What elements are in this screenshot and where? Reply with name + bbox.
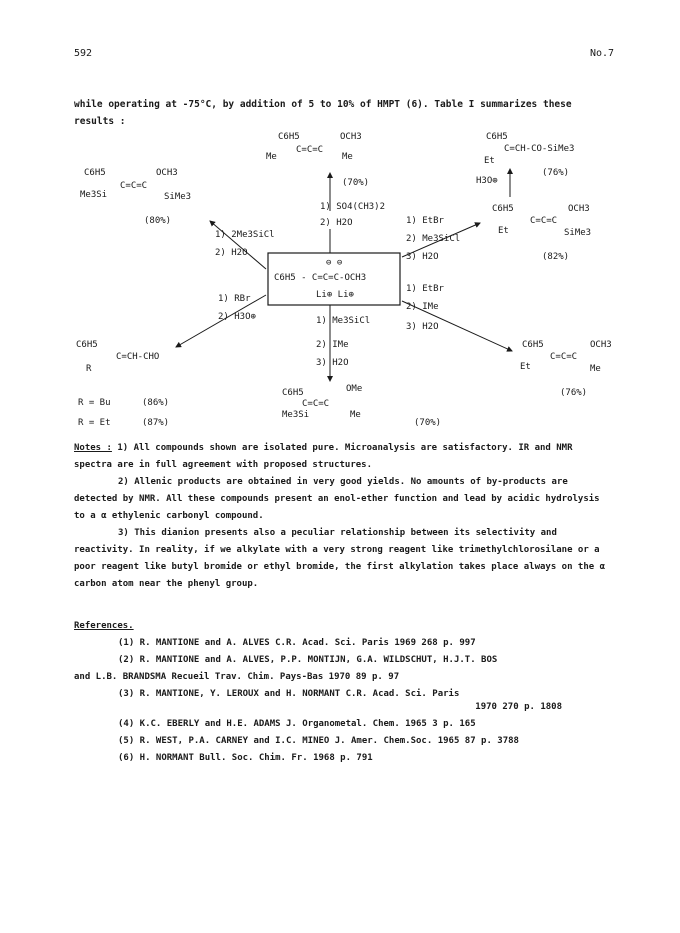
left-bottom-yield-2-value: (87%) [142, 418, 170, 428]
page-number: 592 [74, 48, 93, 59]
bottom-product-r4: Me [350, 410, 361, 420]
right-mid-r2: Et [498, 226, 509, 236]
left-bottom-yield-1-label: R = Bu [78, 398, 111, 408]
top-reagent-2: 2) H2O [320, 218, 353, 228]
bottom-product-r2: Me3Si [282, 410, 310, 420]
right-bottom-yield: (76%) [560, 388, 588, 398]
right-mid-yield: (82%) [542, 252, 570, 262]
right-top-r2: Et [484, 156, 495, 166]
right-bottom-reagent-2: 2) IMe [406, 302, 439, 312]
right-top-reagent: H3O⊕ [476, 176, 498, 186]
left-bottom-reagent-1: 1) RBr [218, 294, 251, 304]
left-bottom-reagent-2: 2) H3O⊕ [218, 312, 256, 322]
left-top-core: C=C=C [120, 181, 148, 191]
left-top-r2: Me3Si [80, 190, 108, 200]
bottom-reagent-3: 3) H2O [316, 358, 349, 368]
right-mid-reagent-3: 3) H2O [406, 252, 439, 262]
dianion-counter-ions: Li⊕ Li⊕ [316, 290, 354, 300]
reference-2b: and L.B. BRANDSMA Recueil Trav. Chim. Pays-Bas 1970 89 p. 97 [74, 672, 400, 682]
left-top-r3: OCH3 [156, 168, 178, 178]
intro-paragraph: while operating at -75°C, by addition of 5 to 10% of HMPT (6). Table I summarizes these results : [74, 99, 572, 127]
top-product-r3: OCH3 [340, 132, 362, 142]
dianion-charges: ⊖ ⊖ [326, 258, 343, 268]
left-bottom-yield-1-value: (86%) [142, 398, 170, 408]
left-top-yield: (80%) [144, 216, 172, 226]
left-bottom-r1: C6H5 [76, 340, 98, 350]
right-mid-reagent-1: 1) EtBr [406, 216, 444, 226]
top-reagent-1: 1) SO4(CH3)2 [320, 202, 386, 212]
reference-3a: (3) R. MANTIONE, Y. LEROUX and H. NORMANT C.R. Acad. Sci. Paris [118, 689, 460, 699]
bottom-product-yield: (70%) [414, 418, 442, 428]
bottom-reagent-2: 2) IMe [316, 340, 349, 350]
right-top-yield: (76%) [542, 168, 570, 178]
bottom-product-r1: C6H5 [282, 388, 304, 398]
top-product-r2: Me [266, 152, 277, 162]
right-bottom-r2: Et [520, 362, 531, 372]
right-bottom-r4: Me [590, 364, 601, 374]
right-mid-r3: OCH3 [568, 204, 590, 214]
top-product-r1: C6H5 [278, 132, 300, 142]
right-bottom-reagent-3: 3) H2O [406, 322, 439, 332]
top-product-r4: Me [342, 152, 353, 162]
notes-label: Notes : [74, 443, 112, 453]
right-mid-r4: SiMe3 [564, 228, 592, 238]
bottom-product-r3: OMe [346, 384, 363, 394]
left-bottom-tail: C=CH-CHO [116, 352, 160, 362]
right-mid-r1: C6H5 [492, 204, 514, 214]
reaction-scheme [60, 125, 620, 430]
dianion-formula: C6H5 - C=C=C-OCH3 [274, 273, 367, 283]
top-product-yield: (70%) [342, 178, 370, 188]
reference-4: (4) K.C. EBERLY and H.E. ADAMS J. Organometal. Chem. 1965 3 p. 165 [118, 719, 476, 729]
references-section [74, 618, 614, 767]
reference-6: (6) H. NORMANT Bull. Soc. Chim. Fr. 1968 p. 791 [118, 753, 373, 763]
left-top-reagent-1: 1) 2Me3SiCl [215, 230, 275, 240]
note-3: 3) This dianion presents also a peculiar relationship between its selectivity and reactivity. In reality, if we alkylate with a very strong reagent like trimethylchlorosilane or a poor reagent like butyl bromide or ethyl bromide, the first alkylation takes place always on the α carbon atom near the phenyl group. [74, 528, 606, 589]
notes-section [74, 440, 614, 593]
right-top-tail: C=CH-CO-SiMe3 [504, 144, 575, 154]
left-bottom-r2: R [86, 364, 92, 374]
note-2: 2) Allenic products are obtained in very good yields. No amounts of by-products are detected by NMR. All these compounds present an enol-ether function and lead by acidic hydrolysis to a α ethylenic carbonyl compound. [74, 477, 600, 521]
issue-number: No.7 [590, 48, 615, 59]
reference-3b: 1970 270 p. 1808 [475, 702, 562, 712]
left-top-r1: C6H5 [84, 168, 106, 178]
right-mid-core: C=C=C [530, 216, 558, 226]
reference-1: (1) R. MANTIONE and A. ALVES C.R. Acad. Sci. Paris 1969 268 p. 997 [118, 638, 476, 648]
left-top-r4: SiMe3 [164, 192, 192, 202]
note-1 [74, 440, 614, 474]
reference-2a: (2) R. MANTIONE and A. ALVES, P.P. MONTIJN, G.A. WILDSCHUT, H.J.T. BOS [118, 655, 498, 665]
right-bottom-reagent-1: 1) EtBr [406, 284, 444, 294]
left-top-reagent-2: 2) H2O [215, 248, 248, 258]
top-product-core: C=C=C [296, 145, 324, 155]
right-mid-reagent-2: 2) Me3SiCl [406, 234, 461, 244]
right-bottom-core: C=C=C [550, 352, 578, 362]
reference-5: (5) R. WEST, P.A. CARNEY and I.C. MINEO J. Amer. Chem.Soc. 1965 87 p. 3788 [118, 736, 519, 746]
right-top-r1: C6H5 [486, 132, 508, 142]
references-heading: References. [74, 621, 134, 631]
left-bottom-yield-2-label: R = Et [78, 418, 111, 428]
bottom-product-core: C=C=C [302, 399, 330, 409]
right-bottom-r1: C6H5 [522, 340, 544, 350]
note-1-text: 1) All compounds shown are isolated pure. Microanalysis are satisfactory. IR and NMR spectra are in full agreement with proposed structures. [74, 443, 573, 470]
right-bottom-r3: OCH3 [590, 340, 612, 350]
bottom-reagent-1: 1) Me3SiCl [316, 316, 371, 326]
